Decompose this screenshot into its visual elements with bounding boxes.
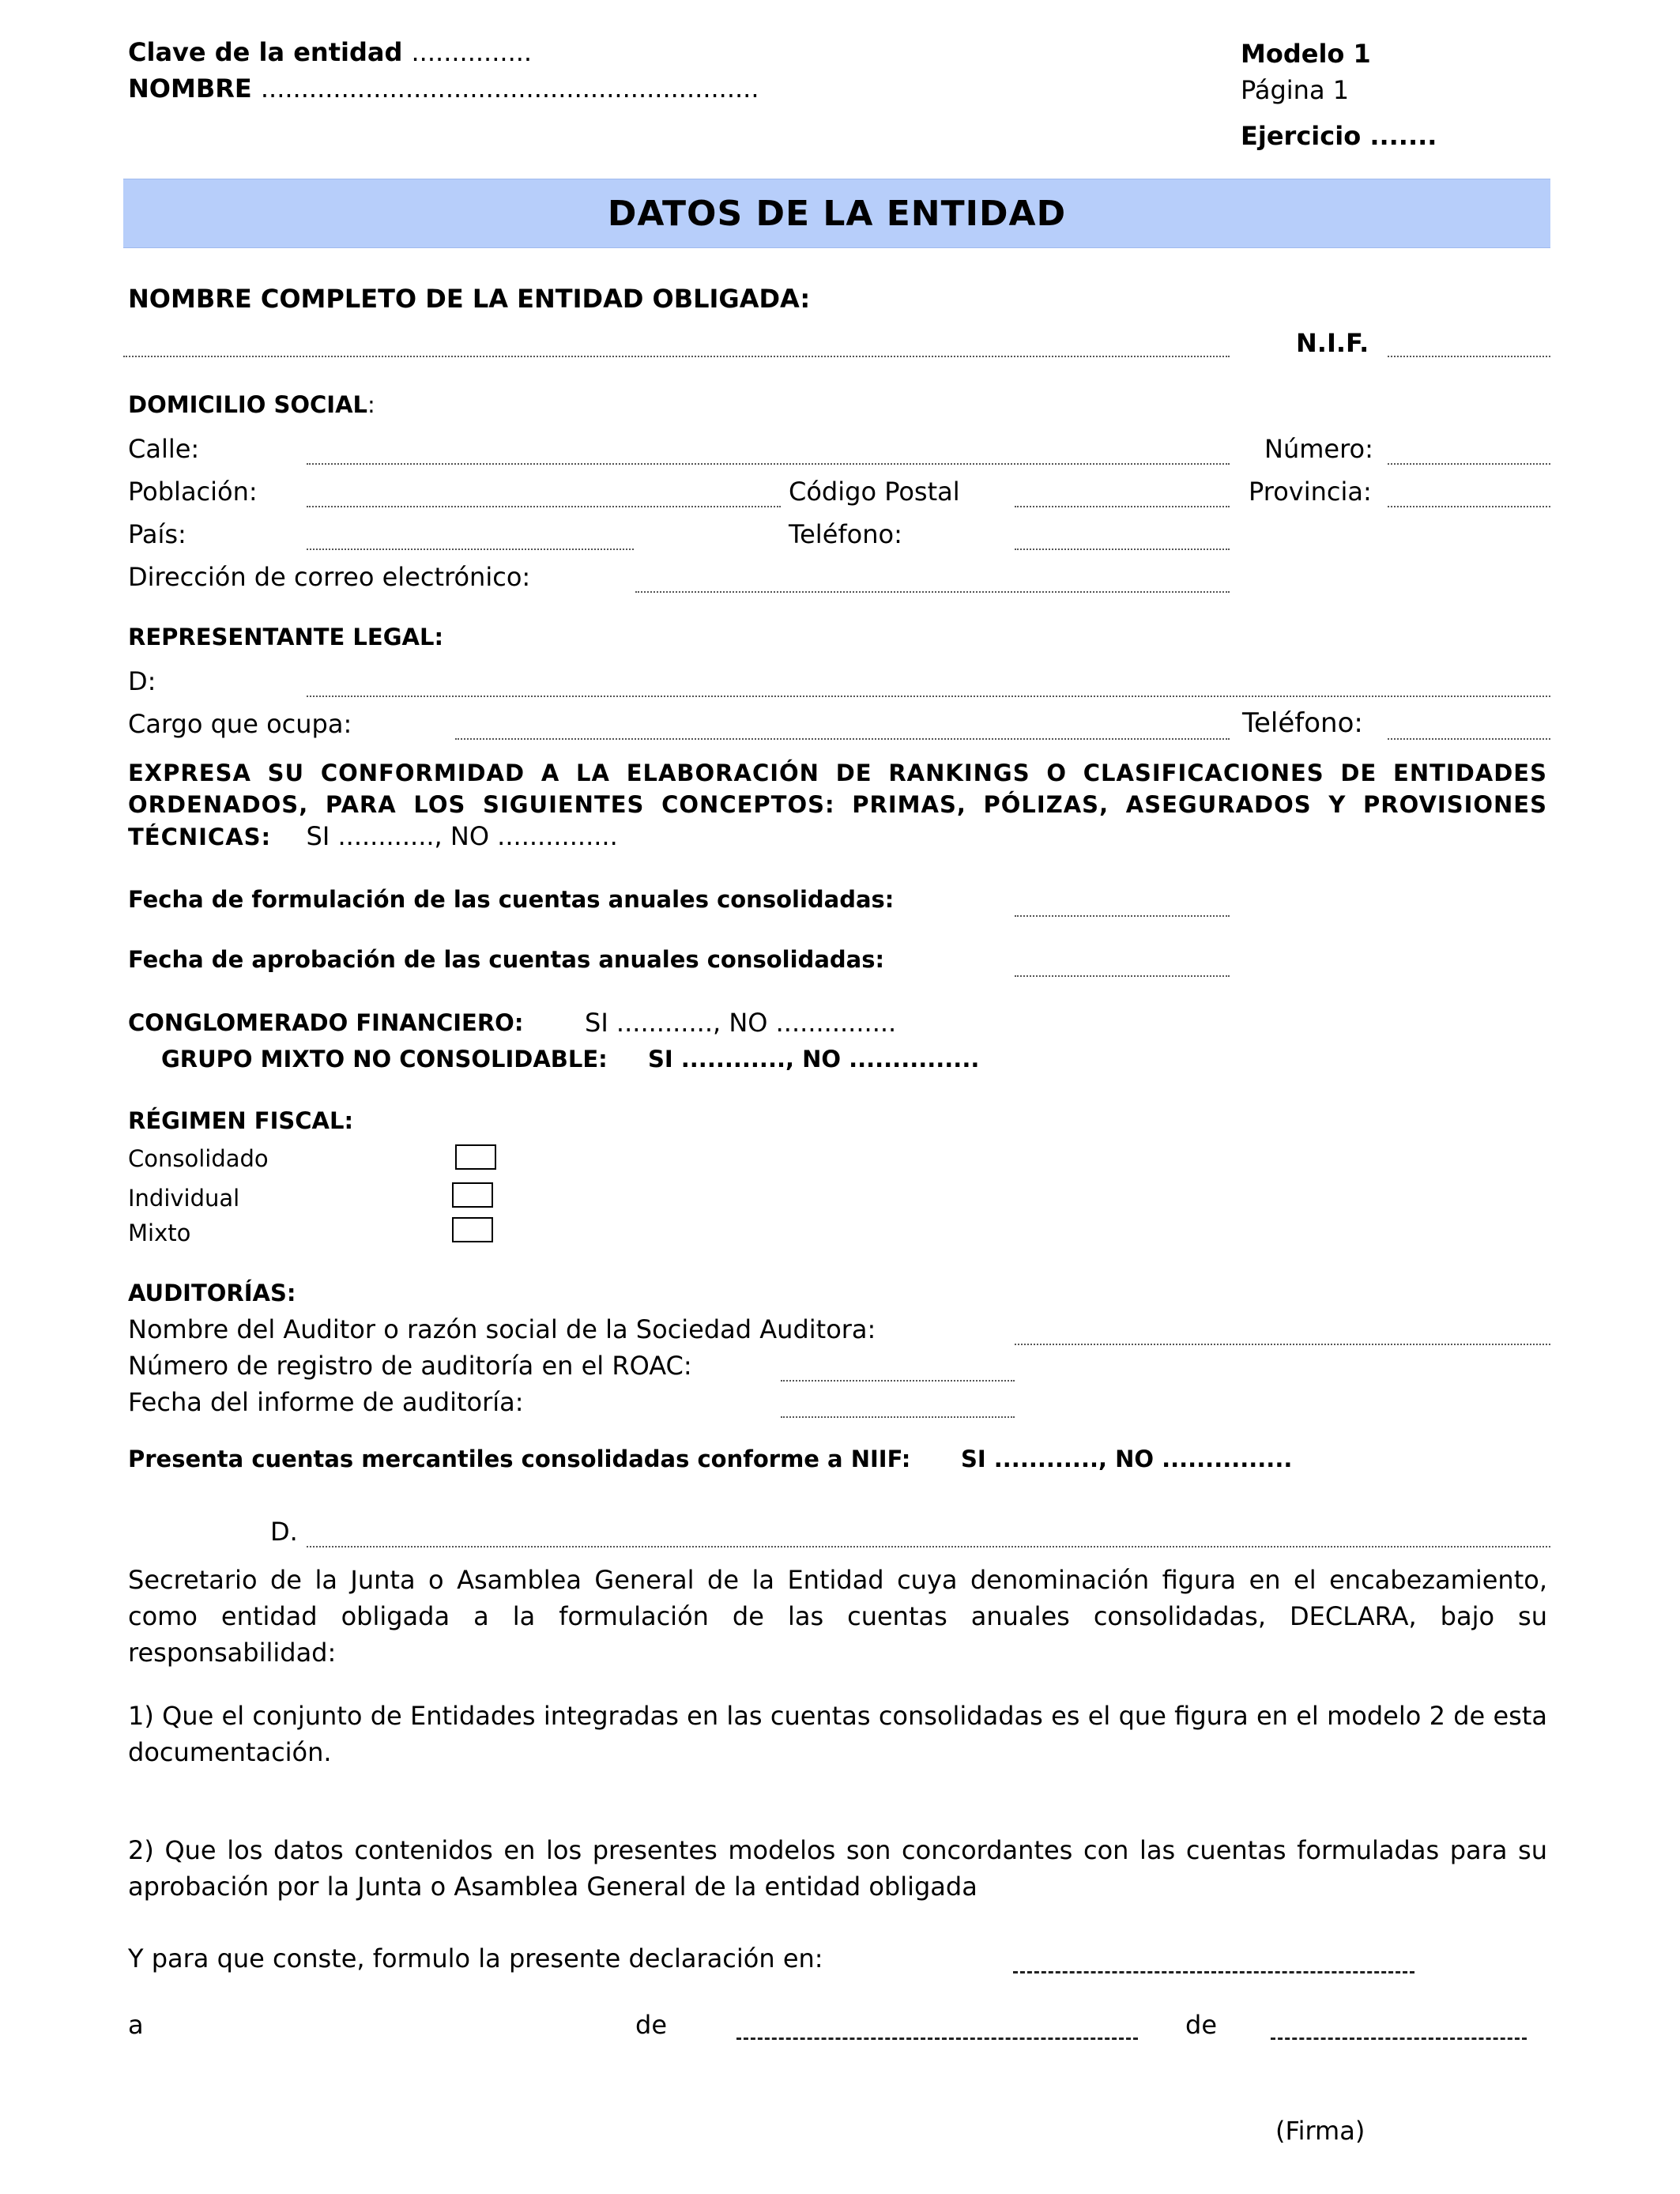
codigo-postal-field[interactable] bbox=[1015, 506, 1230, 507]
provincia-field[interactable] bbox=[1388, 506, 1550, 507]
fecha-informe-label: Fecha del informe de auditoría: bbox=[128, 1387, 524, 1417]
numero-label: Número: bbox=[1264, 434, 1373, 464]
fecha-formulacion-field[interactable] bbox=[1015, 915, 1230, 917]
pagina-label: Página 1 bbox=[1241, 75, 1350, 105]
entity-name-label: NOMBRE COMPLETO DE LA ENTIDAD OBLIGADA: bbox=[128, 284, 811, 314]
regimen-option-consolidado: Consolidado bbox=[128, 1145, 269, 1172]
clave-dots: ............... bbox=[411, 37, 533, 67]
roac-label: Número de registro de auditoría en el ROAC: bbox=[128, 1351, 692, 1381]
fecha-a-label: a bbox=[128, 2010, 144, 2040]
declarante-d-label: D. bbox=[270, 1517, 298, 1547]
numero-field[interactable] bbox=[1388, 463, 1550, 465]
fecha-de-label-2: de bbox=[1185, 2010, 1217, 2040]
ejercicio-label: Ejercicio ....... bbox=[1241, 121, 1437, 151]
regimen-option-individual: Individual bbox=[128, 1185, 240, 1212]
representante-name-field[interactable] bbox=[307, 696, 1550, 697]
fecha-aprobacion-field[interactable] bbox=[1015, 975, 1230, 977]
niif-options[interactable]: SI ............, NO ............... bbox=[961, 1446, 1293, 1472]
cargo-label: Cargo que ocupa: bbox=[128, 709, 352, 739]
anio-field[interactable] bbox=[1271, 2038, 1527, 2040]
checkbox-individual[interactable] bbox=[452, 1182, 493, 1208]
nif-label: N.I.F. bbox=[1296, 328, 1369, 358]
nombre-text: NOMBRE bbox=[128, 74, 252, 104]
declaracion-item-1: 1) Que el conjunto de Entidades integradas en las cuentas consolidadas es el que figura en el modelo 2 de esta documentación. bbox=[128, 1701, 1547, 1767]
fecha-informe-field[interactable] bbox=[781, 1416, 1015, 1418]
nif-field[interactable] bbox=[1388, 356, 1550, 357]
calle-label: Calle: bbox=[128, 434, 200, 464]
email-label: Dirección de correo electrónico: bbox=[128, 562, 531, 592]
telefono-field[interactable] bbox=[1015, 548, 1230, 550]
fecha-formulacion-label: Fecha de formulación de las cuentas anuales consolidadas: bbox=[128, 886, 895, 913]
fecha-aprobacion-label: Fecha de aprobación de las cuentas anuales consolidadas: bbox=[128, 946, 885, 973]
roac-field[interactable] bbox=[781, 1380, 1015, 1382]
auditor-label: Nombre del Auditor o razón social de la Sociedad Auditora: bbox=[128, 1314, 876, 1344]
codigo-postal-label: Código Postal bbox=[789, 477, 960, 507]
entity-name-field[interactable] bbox=[123, 356, 1230, 357]
poblacion-label: Población: bbox=[128, 477, 258, 507]
nombre-label bbox=[128, 74, 759, 104]
pais-label: País: bbox=[128, 519, 186, 549]
clave-text: Clave de la entidad bbox=[128, 37, 403, 67]
clave-label bbox=[128, 37, 533, 67]
conformidad-text: EXPRESA SU CONFORMIDAD A LA ELABORACIÓN DE RANKINGS O CLASIFICACIONES DE ENTIDADES ORDENADOS, PARA LOS SIGUIENTES CONCEPTOS: PRIMAS, PÓLIZAS, ASEGURADOS Y PROVISIONES TÉCNICAS: bbox=[128, 760, 1547, 850]
email-field[interactable] bbox=[635, 591, 1230, 593]
grupo-mixto-options[interactable]: SI ............, NO ............... bbox=[648, 1046, 980, 1072]
auditor-field[interactable] bbox=[1015, 1344, 1550, 1345]
conformidad-block bbox=[128, 757, 1547, 853]
declaracion-intro: Secretario de la Junta o Asamblea General de la Entidad cuya denominación figura en el encabezamiento, como entidad obligada a la formulación de las cuentas anuales consolidadas, DECLARA, bajo su responsabilidad: bbox=[128, 1565, 1547, 1668]
conste-label: Y para que conste, formulo la presente declaración en: bbox=[128, 1943, 823, 1973]
section-banner bbox=[123, 179, 1550, 248]
banner-title: DATOS DE LA ENTIDAD bbox=[607, 193, 1067, 234]
pais-field[interactable] bbox=[307, 548, 634, 550]
checkbox-mixto[interactable] bbox=[452, 1217, 493, 1242]
checkbox-consolidado[interactable] bbox=[455, 1144, 496, 1170]
modelo-label: Modelo 1 bbox=[1241, 39, 1371, 69]
cargo-field[interactable] bbox=[455, 738, 1230, 740]
rep-telefono-field[interactable] bbox=[1388, 738, 1550, 740]
grupo-mixto-label: GRUPO MIXTO NO CONSOLIDABLE: bbox=[161, 1046, 608, 1072]
mes-field[interactable] bbox=[736, 2038, 1138, 2040]
firma-label: (Firma) bbox=[1275, 2116, 1365, 2146]
regimen-label: RÉGIMEN FISCAL: bbox=[128, 1107, 354, 1134]
provincia-label: Provincia: bbox=[1249, 477, 1372, 507]
rep-telefono-label: Teléfono: bbox=[1242, 707, 1363, 739]
lugar-field[interactable] bbox=[1013, 1971, 1414, 1973]
calle-field[interactable] bbox=[307, 463, 1230, 465]
domicilio-colon: : bbox=[367, 391, 375, 418]
conformidad-options[interactable]: SI ............, NO ............... bbox=[306, 821, 618, 851]
telefono-label: Teléfono: bbox=[789, 519, 902, 549]
domicilio-label bbox=[128, 391, 375, 418]
domicilio-text: DOMICILIO SOCIAL bbox=[128, 391, 367, 418]
nombre-dots: .............................................................. bbox=[260, 74, 759, 104]
regimen-option-mixto: Mixto bbox=[128, 1220, 191, 1246]
poblacion-field[interactable] bbox=[307, 506, 781, 507]
declarante-name-field[interactable] bbox=[307, 1546, 1550, 1547]
declaracion-item-2: 2) Que los datos contenidos en los presentes modelos son concordantes con las cuentas formuladas para su aprobación por la Junta o Asamblea General de la entidad obligada bbox=[128, 1835, 1547, 1902]
niif-label: Presenta cuentas mercantiles consolidadas conforme a NIIF: bbox=[128, 1446, 911, 1472]
auditorias-label: AUDITORÍAS: bbox=[128, 1280, 296, 1306]
conglomerado-options[interactable]: SI ............, NO ............... bbox=[585, 1008, 897, 1038]
representante-d-label: D: bbox=[128, 666, 156, 696]
conglomerado-label: CONGLOMERADO FINANCIERO: bbox=[128, 1009, 524, 1036]
representante-label: REPRESENTANTE LEGAL: bbox=[128, 624, 444, 650]
fecha-de-label-1: de bbox=[635, 2010, 667, 2040]
